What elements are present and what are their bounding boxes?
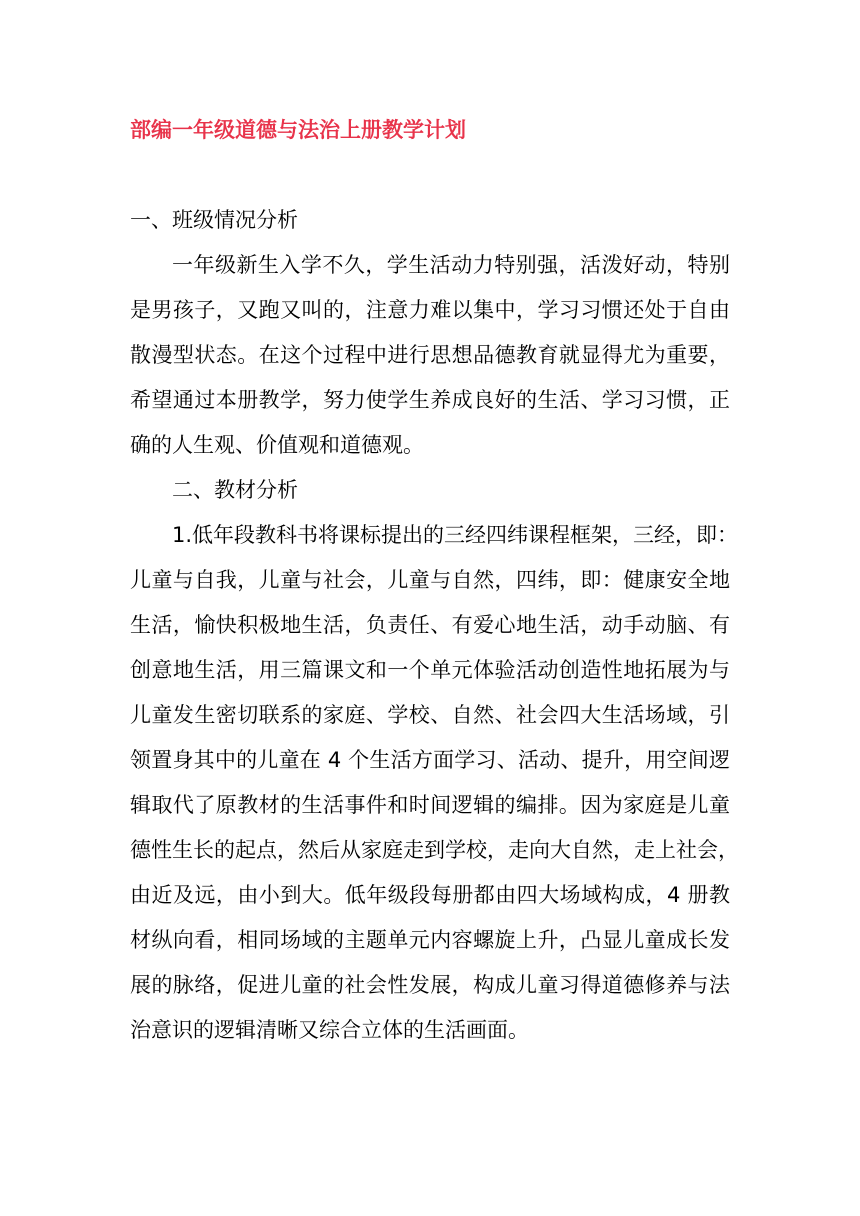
- paragraph-line: 辑取代了原教材的生活事件和时间逻辑的编排。因为家庭是儿童: [130, 793, 730, 817]
- section-heading-textbook-analysis: 二、教材分析: [172, 478, 298, 502]
- paragraph-line: 展的脉络，促进儿童的社会性发展，构成儿童习得道德修养与法: [130, 973, 730, 997]
- paragraph-line: 1.低年段教科书将课标提出的三经四纬课程框架，三经，即：: [172, 523, 739, 547]
- paragraph-line: 确的人生观、价值观和道德观。: [130, 433, 424, 457]
- paragraph-line: 是男孩子，又跑又叫的，注意力难以集中，学习习惯还处于自由: [130, 298, 730, 322]
- paragraph-line: 领置身其中的儿童在 4 个生活方面学习、活动、提升，用空间逻: [130, 748, 730, 772]
- paragraph-line: 一年级新生入学不久，学生活动力特别强，活泼好动，特别: [172, 253, 730, 277]
- paragraph-line: 儿童与自我，儿童与社会，儿童与自然，四纬，即：健康安全地: [130, 568, 730, 592]
- paragraph-line: 希望通过本册教学，努力使学生养成良好的生活、学习习惯，正: [130, 388, 730, 412]
- paragraph-line: 材纵向看，相同场域的主题单元内容螺旋上升，凸显儿童成长发: [130, 928, 730, 952]
- paragraph-line: 德性生长的起点，然后从家庭走到学校，走向大自然，走上社会，: [130, 838, 739, 862]
- paragraph-line: 儿童发生密切联系的家庭、学校、自然、社会四大生活场域，引: [130, 703, 730, 727]
- paragraph-line: 由近及远，由小到大。低年级段每册都由四大场域构成，4 册教: [130, 883, 730, 907]
- paragraph-line: 生活，愉快积极地生活，负责任、有爱心地生活，动手动脑、有: [130, 613, 730, 637]
- paragraph-line: 散漫型状态。在这个过程中进行思想品德教育就显得尤为重要，: [130, 343, 730, 367]
- paragraph-line: 治意识的逻辑清晰又综合立体的生活画面。: [130, 1018, 529, 1042]
- document-title: 部编一年级道德与法治上册教学计划: [130, 118, 466, 142]
- paragraph-line: 创意地生活，用三篇课文和一个单元体验活动创造性地拓展为与: [130, 658, 730, 682]
- section-heading-class-analysis: 一、班级情况分析: [130, 208, 298, 232]
